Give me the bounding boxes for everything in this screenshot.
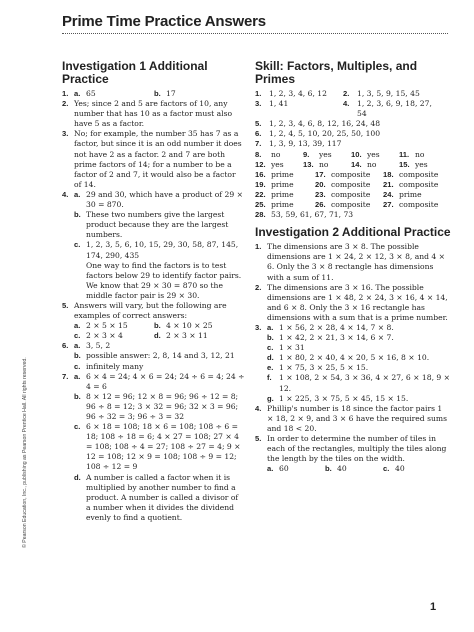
answer-text: These two numbers give the largest product because they are the largest numbers.	[86, 210, 229, 240]
answer-value: 65	[86, 89, 96, 98]
inv1-question-1: 1. a. 65 b. 17	[62, 89, 176, 98]
answer-note: One way to find the factors is to test factors below 29 to identify factor pairs. We know that 29 × 30 = 870 so the middle factor pair is 29 × 30.	[86, 260, 242, 300]
inv1-question-5: 5. Answers will vary, but the following are examples of correct answers: a. 2 × 5 × 15 b. 4 × 10 × 25 c. 2 × 3 × 4 d. 2 × 3 × 11	[62, 301, 245, 341]
skill-row: 22. prime 23. composite 24. prime	[255, 189, 422, 199]
inv2-question-5: 5. In order to determine the number of tiles in each of the rectangles, multiply the tiles along the length by the tiles on the width. a. 60 b. 40 c. 40	[255, 434, 447, 474]
skill-row: 28. 53, 59, 61, 67, 71, 73	[255, 210, 354, 220]
page-number: 1	[430, 601, 437, 613]
skill-row: 8. no 9. yes 10. yes 11. no	[255, 149, 425, 159]
inv1-question-6: 6. a. 3, 5, 2 b. possible answer: 2, 8, 14 and 3, 12, 21 c. infinitely many	[62, 341, 235, 371]
inv2-question-3: 3. a. 1 × 56, 2 × 28, 4 × 14, 7 × 8. b. 1 × 42, 2 × 21, 3 × 14, 6 × 7. c. 1 × 31 d. 1 × 80, 2 × 40, 4 × 20, 5 × 16, 8 × 10. e. 1 × 75, 3 × 25, 5 × 15. f. 1 × 108, 2 × 54, 3 × 36, 4 × 27, 6 × 18, 9 × 12. g. 1 × 225, 3 × 75, 5 × 45, 15 × 15.	[255, 322, 451, 403]
answer-value: 17	[166, 89, 176, 98]
skill-row: 5. 1, 2, 3, 4, 6, 8, 12, 16, 24, 48	[255, 119, 381, 129]
inv1-question-7: 7. a. 6 × 4 = 24; 4 × 6 = 24; 24 ÷ 6 = 4; 24 ÷ 4 = 6 b. 8 × 12 = 96; 12 × 8 = 96; 96 ÷ 12 = 8; 96 ÷ 8 = 12; 3 × 32 = 96; 32 × 3 = 96; 96 ÷ 32 = 3; 96 ÷ 3 = 32 c. 6 × 18 = 108; 18 × 6 = 108; 108 ÷ 6 = 18; 108 ÷ 18 = 6; 4 × 27 = 108; 27 × 4 = 108; 108 ÷ 4 = 27; 108 ÷ 27 = 4; 9 × 12 = 108; 12 × 9 = 108; 108 ÷ 9 = 12; 108 ÷ 12 = 9 d. A number is called a factor when it is multiplied by another number to find a product. A number is called a divisor of a number when it divides the dividend evenly to find a quotient.	[62, 371, 245, 522]
skill-row: 25. prime 26. composite 27. composite	[255, 200, 439, 210]
inv1-question-2: 2. Yes; since 2 and 5 are factors of 10, any number that has 10 as a factor must also have 5 as a factor.	[62, 99, 245, 129]
answer-text: 1, 2, 3, 5, 6, 10, 15, 29, 30, 58, 87, 145, 174, 290, 435	[86, 240, 239, 260]
title-divider	[62, 33, 448, 34]
skill-row: 12. yes 13. no 14. no 15. yes	[255, 159, 428, 169]
copyright-notice: © Pearson Education, Inc., publishing as Pearson Prentice Hall. All rights reserved.	[22, 357, 28, 548]
skill-row: 16. prime 17. composite 18. composite	[255, 169, 439, 179]
answer-text: Answers will vary, but the following are examples of correct answers:	[74, 300, 227, 321]
skill-row: 6. 1, 2, 4, 5, 10, 20, 25, 50, 100	[255, 129, 381, 139]
inv2-question-1: 1. The dimensions are 3 × 8. The possible dimensions are 1 × 24, 2 × 12, 3 × 8, and 4 × 6. Only the 3 × 8 rectangle has dimensions with a sum of 11.	[255, 242, 446, 282]
investigation-1-section	[62, 60, 245, 523]
inv2-question-2: 2. The dimensions are 3 × 16. The possible dimensions are 1 × 48, 2 × 24, 3 × 16, 4 × 14, and 6 × 8. Only the 3 × 16 rectangle has dimensions with a sum that is a prime number.	[255, 282, 448, 322]
skill-heading: Skill: Factors, Multiples, and Primes	[255, 59, 418, 86]
inv1-question-4: 4. a. 29 and 30, which have a product of 29 × 30 = 870. b. These two numbers give the largest product because they are the largest numbers. c. 1, 2, 3, 5, 6, 10, 15, 29, 30, 58, 87, 145, 174, 290, 435 One way to find the factors is to test factors below 29 to identify factor pairs. We know that 29 × 30 = 870 so the middle factor pair is 29 × 30.	[62, 190, 245, 301]
skill-row: 7. 1, 3, 9, 13, 39, 117	[255, 139, 342, 149]
skill-row: 3. 1, 41 4. 1, 2, 3, 6, 9, 18, 27, 54	[255, 99, 432, 119]
investigation-1-heading: Investigation 1 Additional Practice	[62, 59, 208, 86]
answer-text: Yes; since 2 and 5 are factors of 10, any number that has 10 as a factor must also have 5 as a factor.	[74, 99, 233, 129]
inv1-question-3: 3. No; for example, the number 35 has 7 as a factor, but since it is an odd number it does not have 2 as a factor. 2 and 7 are both prime factors of 14; for a number to be a factor of 2 and 7, it would also be a factor of 14.	[62, 129, 245, 190]
investigation-2-heading: Investigation 2 Additional Practice	[255, 225, 451, 240]
page-title: Prime Time Practice Answers	[62, 13, 266, 30]
skill-row: 1. 1, 2, 3, 4, 6, 12 2. 1, 3, 5, 9, 15, 45	[255, 89, 420, 98]
skill-and-investigation-2	[255, 60, 451, 474]
answer-text: 29 and 30, which have a product of 29 × 30 = 870.	[86, 189, 243, 210]
answer-text: No; for example, the number 35 has 7 as a factor, but since it is an odd number it does not have 2 as a factor. 2 and 7 are both prime factors of 14; for a number to be a factor of 2 and 7, it would also be a factor of 14.	[74, 129, 242, 189]
skill-row: 19. prime 20. composite 21. composite	[255, 179, 439, 189]
inv2-question-4: 4. Phillip's number is 18 since the factor pairs 1 × 18, 2 × 9, and 3 × 6 have the required sums and 18 < 20.	[255, 403, 447, 433]
